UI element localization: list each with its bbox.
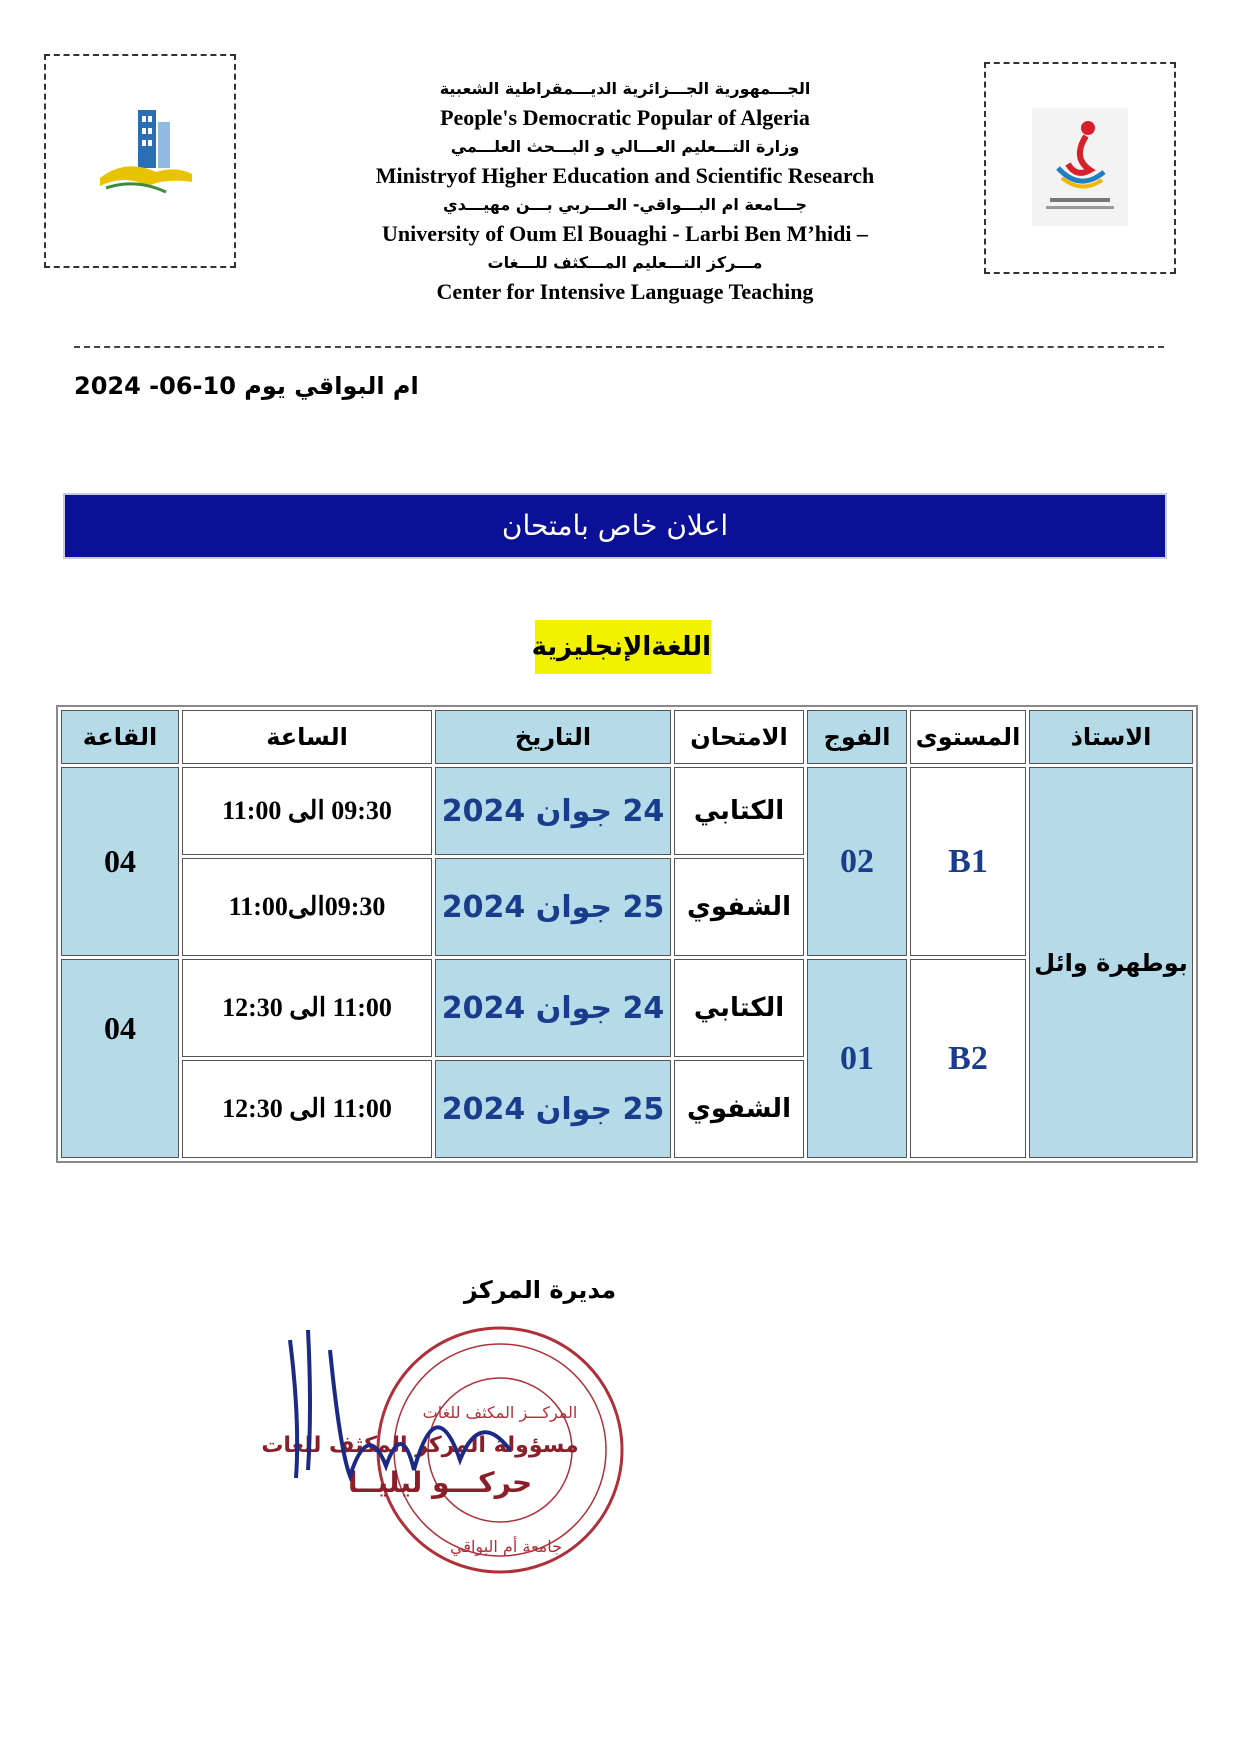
level-cell: B2 — [910, 959, 1026, 1158]
institution-header — [300, 74, 950, 306]
date-cell: 25 جوان 2024 — [435, 858, 671, 956]
level-cell: B1 — [910, 767, 1026, 956]
language-title: اللغةالإنجليزية — [535, 620, 711, 674]
group-cell: 02 — [807, 767, 907, 956]
teacher-cell: بوطهرة وائل — [1029, 767, 1193, 1158]
header-center-ar: مـــركز التـــعليم المـــكثف للـــغات — [487, 253, 763, 272]
group-cell: 01 — [807, 959, 907, 1158]
header-republic-en: People's Democratic Popular of Algeria — [440, 105, 810, 130]
header-room: القاعة — [61, 710, 179, 764]
time-cell: 11:00 الى 12:30 — [182, 1060, 432, 1158]
header-divider — [74, 346, 1164, 348]
stamp-text: مسؤولة المركز المكثف للغات — [261, 1433, 579, 1458]
header-ministry-ar: وزارة التـــعليم العـــالي و البـــحث العلـــمي — [450, 137, 800, 156]
header-university-ar: جـــامعة ام البـــواقي- العـــربي بـــن مهيـــدي — [442, 195, 808, 214]
table-header-row — [61, 710, 1193, 764]
header-exam: الامتحان — [674, 710, 804, 764]
time-cell: 11:00 الى 12:30 — [182, 959, 432, 1057]
center-logo-frame — [984, 62, 1176, 274]
header-republic-ar: الجـــمهورية الجـــزائرية الديـــمقراطية الشعبية — [439, 79, 811, 98]
header-center-en: Center for Intensive Language Teaching — [436, 279, 814, 304]
room-cell: 04 — [61, 767, 179, 956]
date-cell: 25 جوان 2024 — [435, 1060, 671, 1158]
header-date: التاريخ — [435, 710, 671, 764]
exam-schedule-table — [56, 705, 1198, 1163]
university-logo — [96, 108, 196, 204]
header-teacher: الاستاذ — [1029, 710, 1193, 764]
stamp-text: جامعة أم البواقي — [450, 1537, 562, 1556]
header-time: الساعة — [182, 710, 432, 764]
center-logo — [1032, 108, 1128, 226]
room-cell: 04 — [61, 959, 179, 1158]
university-logo-frame — [44, 54, 236, 268]
stamp-text: المركـــز المكثف للغات — [422, 1403, 578, 1422]
time-cell: 09:30الى11:00 — [182, 858, 432, 956]
official-stamp-signature — [190, 1300, 730, 1580]
document-date: ام البواقي يوم 10-06- 2024 — [74, 372, 419, 400]
header-ministry-en: Ministryof Higher Education and Scientific Research — [375, 163, 875, 188]
exam-cell: الشفوي — [674, 1060, 804, 1158]
time-cell: 09:30 الى 11:00 — [182, 767, 432, 855]
table-row — [61, 959, 1193, 1057]
exam-cell: الشفوي — [674, 858, 804, 956]
stamp-name: حركـــو ليليــا — [347, 1466, 533, 1499]
date-cell: 24 جوان 2024 — [435, 767, 671, 855]
header-group: الفوج — [807, 710, 907, 764]
header-level: المستوى — [910, 710, 1026, 764]
exam-cell: الكتابي — [674, 767, 804, 855]
signatory-title: مديرة المركز — [463, 1276, 617, 1304]
exam-cell: الكتابي — [674, 959, 804, 1057]
announcement-banner: اعلان خاص بامتحان — [63, 493, 1167, 559]
header-university-en: University of Oum El Bouaghi - Larbi Ben M’hidi – — [382, 221, 868, 246]
table-row — [61, 767, 1193, 855]
date-cell: 24 جوان 2024 — [435, 959, 671, 1057]
